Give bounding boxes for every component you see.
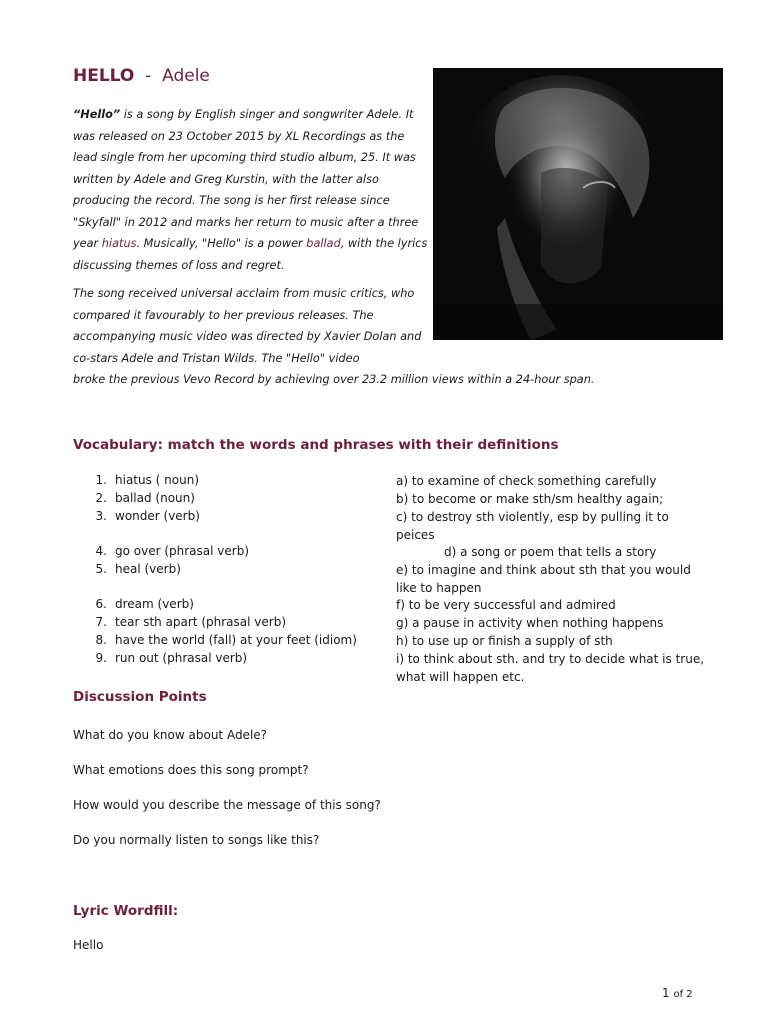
definition-item: b) to become or make sth/sm healthy again; xyxy=(396,492,664,506)
lyric-line: Hello xyxy=(73,938,104,952)
page-total: of 2 xyxy=(673,989,693,1000)
word-item: 1. hiatus ( noun) xyxy=(95,473,200,487)
definition-item: e) to imagine and think about sth that you would like to happen xyxy=(396,563,691,595)
intro-text xyxy=(73,104,595,391)
hiatus-link[interactable]: hiatus xyxy=(101,237,137,250)
word-item: 7. tear sth apart (phrasal verb) xyxy=(95,615,287,629)
vocabulary-heading: Vocabulary: match the words and phrases with their definitions xyxy=(73,437,559,453)
definition-item: g) a pause in activity when nothing happens xyxy=(396,616,664,630)
page-number xyxy=(662,986,693,1000)
word-item: 3. wonder (verb) xyxy=(95,509,200,523)
word-item: 4. go over (phrasal verb) xyxy=(95,544,250,558)
artist-photo xyxy=(433,68,723,340)
intro-paragraph-2: The song received universal acclaim from music critics, who compared it favourably to her previous releases. The accompanying music video was directed by Xavier Dolan and co-stars Adele and Tristan Wilds. The "Hello" video broke the previous Vevo Record by achieving over 23.2 million views within a 24-hour span. xyxy=(73,287,595,386)
word-item: 2. ballad (noun) xyxy=(95,491,195,505)
word-item: 6. dream (verb) xyxy=(95,597,194,611)
title-separator: - xyxy=(145,66,152,86)
ballad-link[interactable]: ballad xyxy=(306,237,341,250)
intro-paragraph-1: “Hello” is a song by English singer and songwriter Adele. It was released on 23 October 2015 by XL Recordings as the lead single from her upcoming third studio album, 25. It was written by Adele and Greg Kurstin, with the latter also producing the record. The song is her first release since "Skyfall" in 2012 and marks her return to music after a three year hiatus. Musically, "Hello" is a power ballad, with the lyrics discussing themes of loss and regret. xyxy=(73,108,428,272)
page-current: 1 xyxy=(662,986,670,1000)
discussion-question: What emotions does this song prompt? xyxy=(73,763,309,777)
definition-item: f) to be very successful and admired xyxy=(396,598,616,612)
definition-item: a) to examine of check something carefully xyxy=(396,474,657,488)
word-item: 5. heal (verb) xyxy=(95,562,181,576)
definition-item: d) a song or poem that tells a story xyxy=(444,545,657,559)
discussion-question: Do you normally listen to songs like this? xyxy=(73,833,320,847)
discussion-question: How would you describe the message of this song? xyxy=(73,798,381,812)
word-item: 8. have the world (fall) at your feet (idiom) xyxy=(95,633,357,647)
discussion-question: What do you know about Adele? xyxy=(73,728,268,742)
song-title: HELLO xyxy=(73,66,135,86)
definition-item: c) to destroy sth violently, esp by pulling it to peices xyxy=(396,510,669,542)
definition-item: i) to think about sth. and try to decide what is true, what will happen etc. xyxy=(396,652,705,684)
word-item: 9. run out (phrasal verb) xyxy=(95,651,248,665)
page-title xyxy=(73,66,210,86)
definition-item: h) to use up or finish a supply of sth xyxy=(396,634,613,648)
lyric-wordfill-heading: Lyric Wordfill: xyxy=(73,903,179,919)
intro-lead: “Hello” xyxy=(73,108,121,121)
artist-name: Adele xyxy=(162,66,210,86)
discussion-heading: Discussion Points xyxy=(73,689,207,705)
